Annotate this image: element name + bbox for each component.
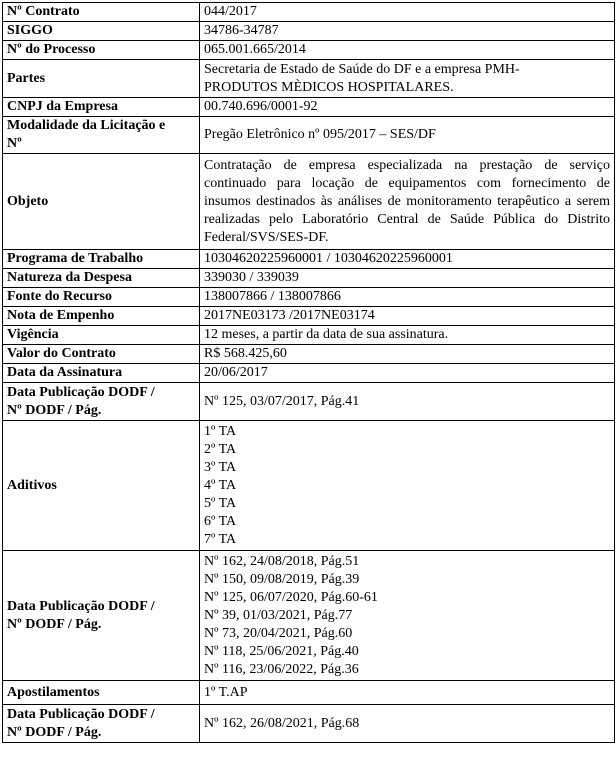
row-programa <box>3 250 615 269</box>
partes-line-1: Secretaria de Estado de Saúde do DF e a empresa PMH- <box>204 61 520 77</box>
publicacao-1-label-line-2: Nº DODF / Pág. <box>7 402 102 418</box>
partes-line-2: PRODUTOS MÈDICOS HOSPITALARES. <box>204 79 454 95</box>
row-valor <box>3 345 615 364</box>
publicacao-2-label-line-1: Data Publicação DODF / <box>7 598 155 614</box>
label-contrato: Nº Contrato <box>3 3 200 22</box>
label-objeto: Objeto <box>3 154 200 250</box>
value-programa: 10304620225960001 / 10304620225960001 <box>200 250 615 269</box>
row-contrato <box>3 3 615 22</box>
publicacao-item: Nº 150, 09/08/2019, Pág.39 <box>204 571 360 587</box>
label-vigencia: Vigência <box>3 326 200 345</box>
publicacao-2-label-line-2: Nº DODF / Pág. <box>7 616 102 632</box>
contract-summary-table <box>2 2 615 743</box>
value-publicacao-3: Nº 162, 26/08/2021, Pág.68 <box>200 705 615 743</box>
publicacao-item: Nº 73, 20/04/2021, Pág.60 <box>204 625 353 641</box>
value-publicacao-1: Nº 125, 03/07/2017, Pág.41 <box>200 383 615 421</box>
label-publicacao-2 <box>3 551 200 681</box>
row-objeto <box>3 154 615 250</box>
row-publicacao-1 <box>3 383 615 421</box>
publicacao-3-label-line-1: Data Publicação DODF / <box>7 706 155 722</box>
publicacao-item: Nº 39, 01/03/2021, Pág.77 <box>204 607 353 623</box>
row-processo <box>3 41 615 60</box>
value-apostilamentos: 1º T.AP <box>200 681 615 705</box>
label-assinatura: Data da Assinatura <box>3 364 200 383</box>
value-vigencia: 12 meses, a partir da data de sua assinatura. <box>200 326 615 345</box>
row-siggo <box>3 22 615 41</box>
value-valor: R$ 568.425,60 <box>200 345 615 364</box>
label-modalidade <box>3 117 200 154</box>
label-aditivos: Aditivos <box>3 421 200 551</box>
value-partes <box>200 60 615 98</box>
row-modalidade <box>3 117 615 154</box>
label-processo: Nº do Processo <box>3 41 200 60</box>
row-apostilamentos <box>3 681 615 705</box>
publicacao-item: Nº 125, 06/07/2020, Pág.60-61 <box>204 589 378 605</box>
publicacao-3-label-line-2: Nº DODF / Pág. <box>7 724 102 740</box>
label-natureza: Natureza da Despesa <box>3 269 200 288</box>
publicacao-item: Nº 118, 25/06/2021, Pág.40 <box>204 643 359 659</box>
value-publicacao-2 <box>200 551 615 681</box>
modalidade-label-line-1: Modalidade da Licitação e <box>7 118 166 133</box>
modalidade-label-line-2: Nº <box>7 136 22 151</box>
value-assinatura: 20/06/2017 <box>200 364 615 383</box>
label-siggo: SIGGO <box>3 22 200 41</box>
aditivo-item: 7º TA <box>204 531 237 547</box>
label-publicacao-1 <box>3 383 200 421</box>
label-fonte: Fonte do Recurso <box>3 288 200 307</box>
aditivo-item: 4º TA <box>204 477 237 493</box>
value-fonte: 138007866 / 138007866 <box>200 288 615 307</box>
row-assinatura <box>3 364 615 383</box>
publicacao-item: Nº 116, 23/06/2022, Pág.36 <box>204 661 359 677</box>
value-natureza: 339030 / 339039 <box>200 269 615 288</box>
value-aditivos <box>200 421 615 551</box>
row-natureza <box>3 269 615 288</box>
value-objeto: Contratação de empresa especializada na prestação de serviço continuado para locação de equipamentos com fornecimento de insumos destinados às análises de monitoramento terapêutico a serem realizadas pelo Laboratório Central de Saúde Pública do Distrito Federal/SVS/SES-DF. <box>200 154 615 250</box>
row-empenho <box>3 307 615 326</box>
aditivo-item: 3º TA <box>204 459 237 475</box>
row-cnpj <box>3 98 615 117</box>
label-apostilamentos: Apostilamentos <box>3 681 200 705</box>
row-partes <box>3 60 615 98</box>
label-empenho: Nota de Empenho <box>3 307 200 326</box>
value-siggo: 34786-34787 <box>200 22 615 41</box>
label-cnpj: CNPJ da Empresa <box>3 98 200 117</box>
label-partes: Partes <box>3 60 200 98</box>
value-empenho: 2017NE03173 /2017NE03174 <box>200 307 615 326</box>
label-programa: Programa de Trabalho <box>3 250 200 269</box>
row-aditivos <box>3 421 615 551</box>
aditivo-item: 1º TA <box>204 423 237 439</box>
publicacao-item: Nº 162, 24/08/2018, Pág.51 <box>204 553 360 569</box>
label-valor: Valor do Contrato <box>3 345 200 364</box>
aditivo-item: 2º TA <box>204 441 237 457</box>
row-fonte <box>3 288 615 307</box>
value-processo: 065.001.665/2014 <box>200 41 615 60</box>
publicacao-1-label-line-1: Data Publicação DODF / <box>7 384 155 400</box>
value-cnpj: 00.740.696/0001-92 <box>200 98 615 117</box>
value-modalidade: Pregão Eletrônico nº 095/2017 – SES/DF <box>200 117 615 154</box>
value-contrato: 044/2017 <box>200 3 615 22</box>
label-publicacao-3 <box>3 705 200 743</box>
row-publicacao-3 <box>3 705 615 743</box>
aditivo-item: 5º TA <box>204 495 237 511</box>
row-publicacao-2 <box>3 551 615 681</box>
row-vigencia <box>3 326 615 345</box>
aditivo-item: 6º TA <box>204 513 237 529</box>
